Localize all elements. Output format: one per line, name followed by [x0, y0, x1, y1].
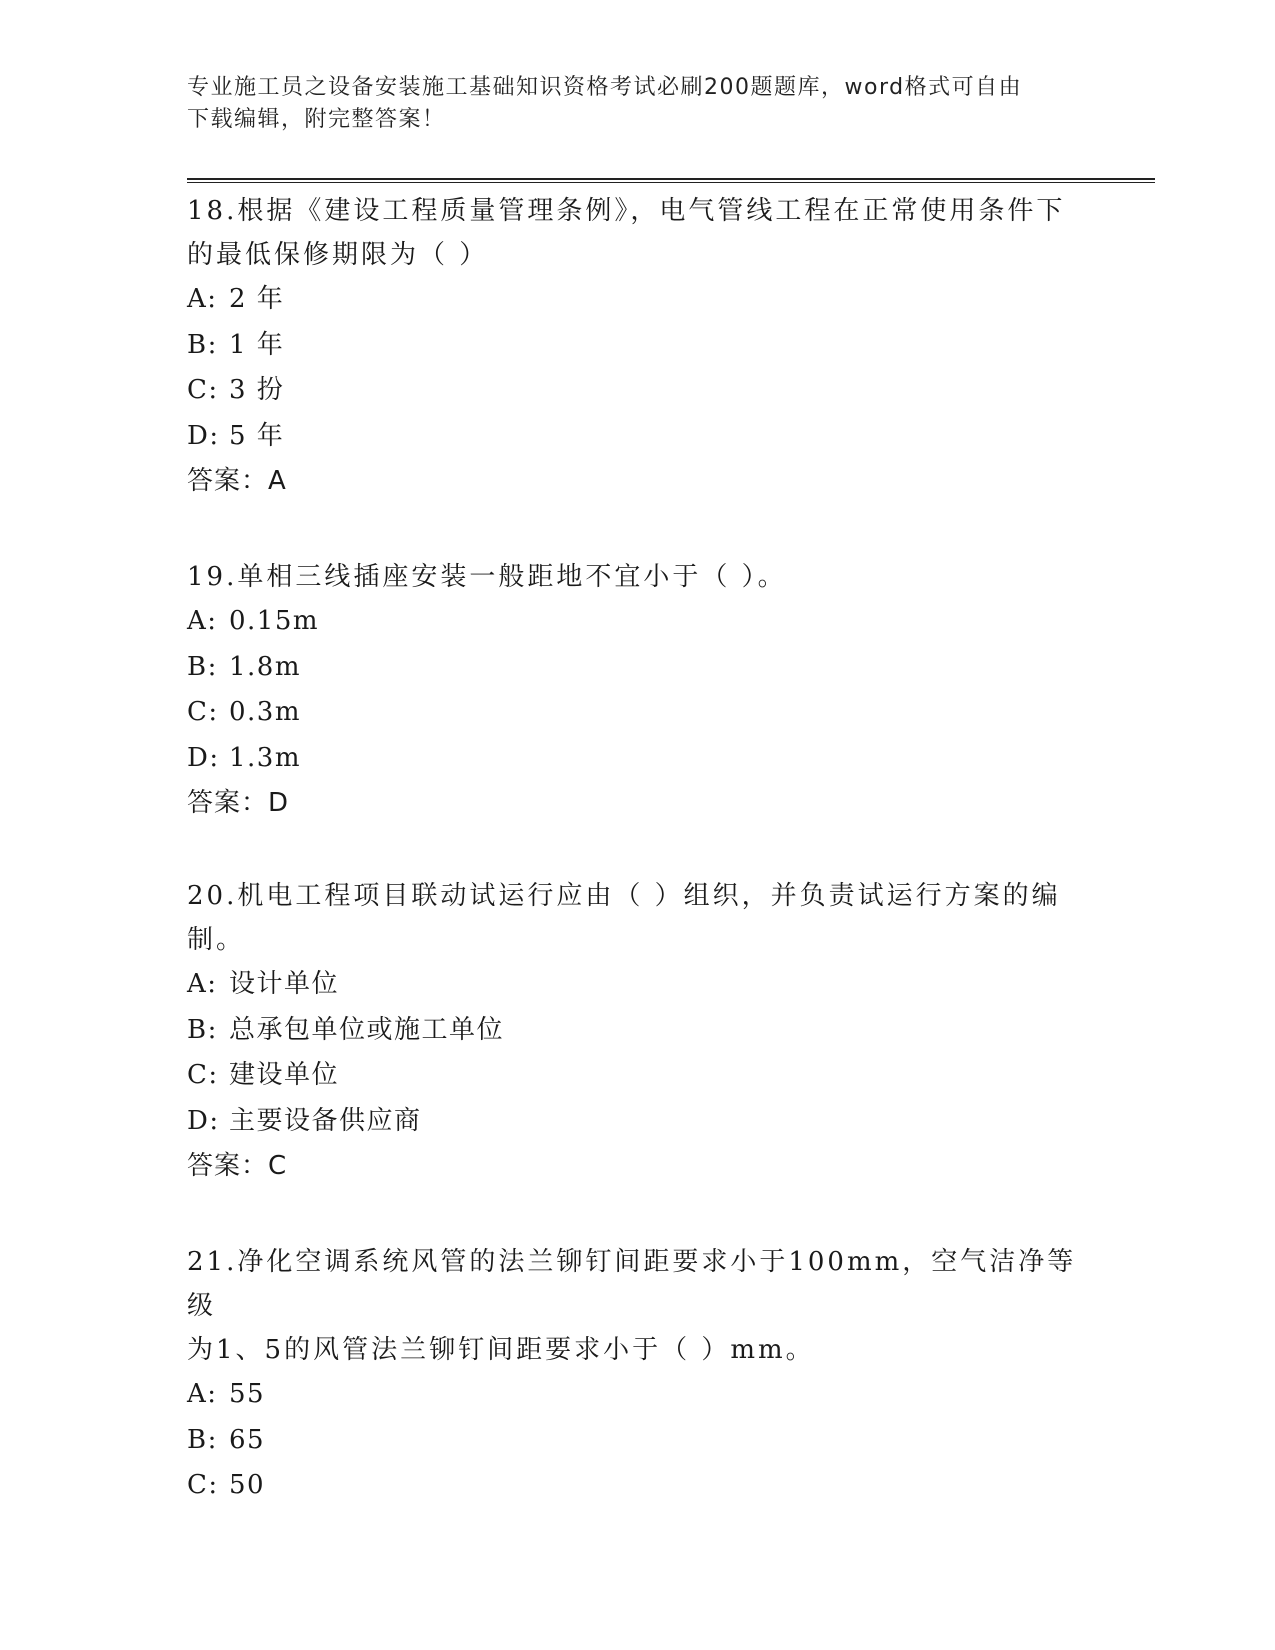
option-text: 5 年: [229, 420, 285, 451]
option-d: [187, 736, 1087, 782]
stem-line: 制。: [187, 925, 246, 955]
option-c: [187, 1053, 1087, 1099]
option-text: 3 扮: [229, 375, 285, 405]
option-letter: A:: [187, 1379, 218, 1409]
option-c: [187, 1463, 1087, 1509]
option-text: 建设单位: [229, 1060, 340, 1090]
option-text: 设计单位: [229, 969, 340, 999]
answer-line: 答案：C: [187, 1151, 288, 1181]
option-b: [187, 1418, 1087, 1464]
header-line-1: 专业施工员之设备安装施工基础知识资格考试必刷200题题库，word格式可自由: [187, 75, 1023, 100]
option-letter: D:: [187, 420, 220, 451]
header-line-2: 下载编辑，附完整答案！: [187, 107, 446, 132]
option-text: 50: [229, 1470, 266, 1500]
question-18: [187, 189, 1087, 504]
stem-line: 21.净化空调系统风管的法兰铆钉间距要求小于100mm，空气洁净等级: [187, 1247, 1077, 1321]
option-b: [187, 323, 1087, 369]
option-a: [187, 962, 1087, 1008]
option-text: 2 年: [229, 284, 285, 314]
question-stem: [187, 1240, 1087, 1372]
stem-line: 为1、5的风管法兰铆钉间距要求小于（ ）mm。: [187, 1335, 815, 1365]
option-b: [187, 1008, 1087, 1054]
option-letter: B:: [187, 1424, 218, 1455]
header-divider-thick: [187, 178, 1155, 180]
question-stem: [187, 555, 1087, 599]
option-text: 总承包单位或施工单位: [229, 1014, 505, 1045]
question-20: [187, 874, 1087, 1189]
question-21: [187, 1240, 1087, 1509]
header-divider-thin: [187, 182, 1155, 183]
option-c: [187, 690, 1087, 736]
option-text: 1 年: [229, 329, 285, 360]
option-c: [187, 368, 1087, 414]
option-text: 0.3m: [229, 697, 302, 727]
answer-line: 答案：D: [187, 788, 290, 818]
option-letter: A:: [187, 969, 218, 999]
question-stem: [187, 874, 1087, 962]
option-letter: A:: [187, 606, 218, 636]
question-19: [187, 555, 1087, 826]
option-d: [187, 1099, 1087, 1145]
option-letter: C:: [187, 1470, 219, 1500]
option-text: 55: [229, 1379, 266, 1409]
question-stem: [187, 189, 1087, 277]
option-text: 65: [229, 1424, 266, 1455]
option-letter: C:: [187, 375, 219, 405]
option-letter: B:: [187, 1014, 218, 1045]
answer-line: 答案：A: [187, 466, 287, 496]
document-header: [187, 72, 1087, 136]
option-text: 1.8m: [229, 651, 302, 682]
option-letter: B:: [187, 651, 218, 682]
option-letter: C:: [187, 697, 219, 727]
option-a: [187, 277, 1087, 323]
option-letter: A:: [187, 284, 218, 314]
option-letter: D:: [187, 742, 220, 773]
option-letter: D:: [187, 1105, 220, 1136]
option-text: 主要设备供应商: [229, 1105, 422, 1136]
option-b: [187, 645, 1087, 691]
option-text: 1.3m: [229, 742, 302, 773]
stem-line: 20.机电工程项目联动试运行应由（ ）组织，并负责试运行方案的编: [187, 881, 1061, 911]
option-a: [187, 599, 1087, 645]
option-text: 0.15m: [229, 606, 320, 636]
option-d: [187, 414, 1087, 460]
option-letter: C:: [187, 1060, 219, 1090]
option-letter: B:: [187, 329, 218, 360]
option-a: [187, 1372, 1087, 1418]
stem-line: 19.单相三线插座安装一般距地不宜小于（ ）。: [187, 562, 787, 592]
stem-line: 的最低保修期限为（ ）: [187, 240, 489, 270]
stem-line: 18.根据《建设工程质量管理条例》，电气管线工程在正常使用条件下: [187, 196, 1066, 226]
